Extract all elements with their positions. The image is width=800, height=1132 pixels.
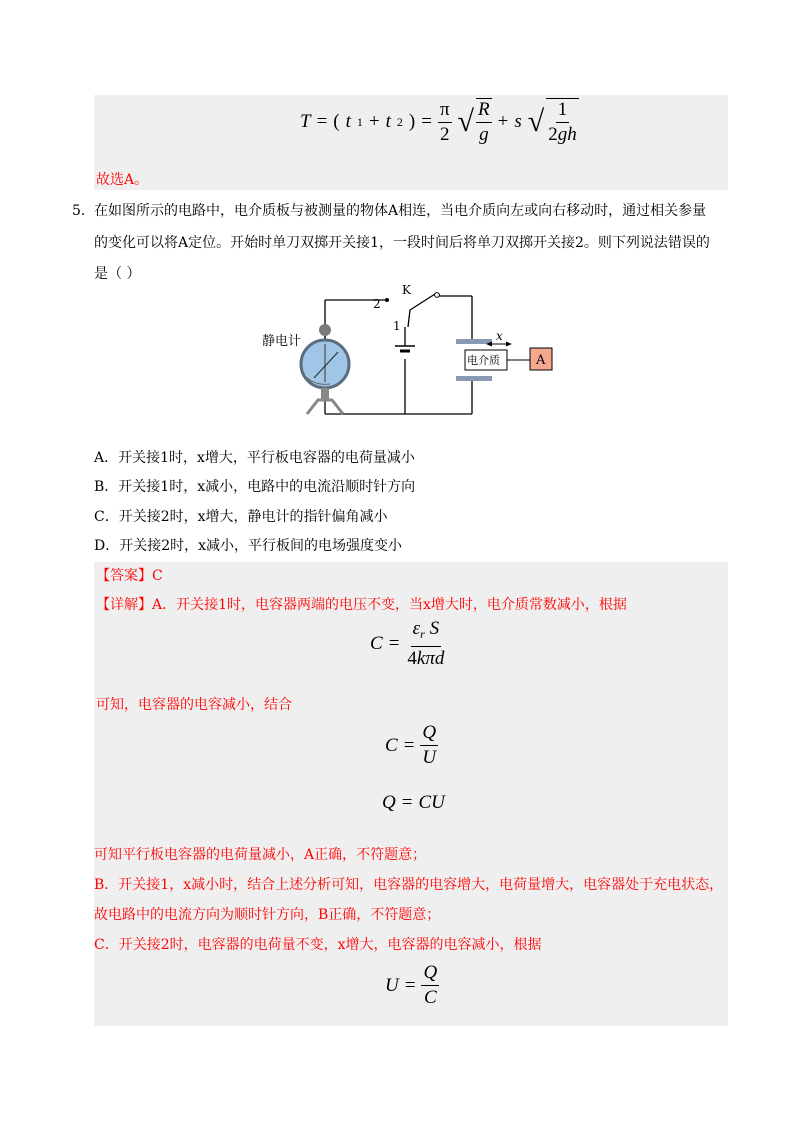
u-equals-q-over-c: U = $\frac{Q}{C}$ bbox=[385, 962, 438, 1008]
capacitance-formula: C = $\frac{\varepsilon_r S}{\text{4kπd}}$ bbox=[370, 618, 445, 669]
q-equals-cu: Q = CU bbox=[382, 792, 445, 813]
answer-text-5: C．开关接2时，电容器的电荷量不变，x增大，电容器的电容减小，根据 bbox=[94, 937, 542, 953]
terminal-2-label: 2 bbox=[373, 297, 381, 311]
question-line-3: 是（ ） bbox=[94, 266, 141, 282]
option-d: D．开关接2时，x减小，平行板间的电场强度变小 bbox=[94, 538, 403, 554]
option-a: A．开关接1时，x增大，平行板电容器的电荷量减小 bbox=[94, 450, 415, 466]
x-label: x bbox=[496, 329, 503, 343]
terminal-1-label: 1 bbox=[393, 319, 401, 333]
option-c: C．开关接2时，x增大，静电计的指针偏角减小 bbox=[94, 509, 388, 525]
detail-line: 【详解】A．开关接1时，电容器两端的电压不变，当x增大时，电介质常数减小，根据 bbox=[96, 597, 627, 613]
answer-text-2: 可知平行板电容器的电荷量减小，A正确，不符题意； bbox=[94, 847, 427, 863]
period-formula: T = ( t 1 + t 2 ) = $\frac{\pi}{2}$ √ $\frac{R}{g}$ + s √ $\frac{1}{2gh}$ bbox=[300, 98, 577, 145]
question-number: 5． bbox=[72, 203, 95, 219]
object-a-label: A bbox=[536, 353, 546, 368]
question-line-1: 在如图所示的电路中，电介质板与被测量的物体A相连，当电介质向左或向右移动时，通过相关参量 bbox=[94, 203, 707, 219]
dielectric-label: 电介质 bbox=[467, 354, 500, 367]
option-b: B．开关接1时，x减小，电路中的电流沿顺时针方向 bbox=[94, 479, 416, 495]
answer-text-1: 可知，电容器的电容减小，结合 bbox=[96, 697, 292, 713]
answer-line: 【答案】C bbox=[96, 568, 163, 584]
answer-text-3: B．开关接1，x减小时，结合上述分析可知，电容器的电容增大，电荷量增大，电容器处于充电状态， bbox=[94, 877, 724, 893]
circuit-diagram bbox=[260, 282, 580, 422]
question-line-2: 的变化可以将A定位。开始时单刀双掷开关接1，一段时间后将单刀双掷开关接2。则下列说法错误的 bbox=[94, 235, 710, 251]
conclusion-text: 故选A。 bbox=[96, 172, 149, 188]
c-equals-q-over-u: C = $\frac{Q}{U}$ bbox=[385, 722, 437, 768]
electrometer-label: 静电计 bbox=[262, 334, 302, 349]
switch-label: K bbox=[402, 283, 411, 297]
answer-text-4: 故电路中的电流方向为顺时针方向，B正确，不符题意； bbox=[94, 907, 441, 923]
